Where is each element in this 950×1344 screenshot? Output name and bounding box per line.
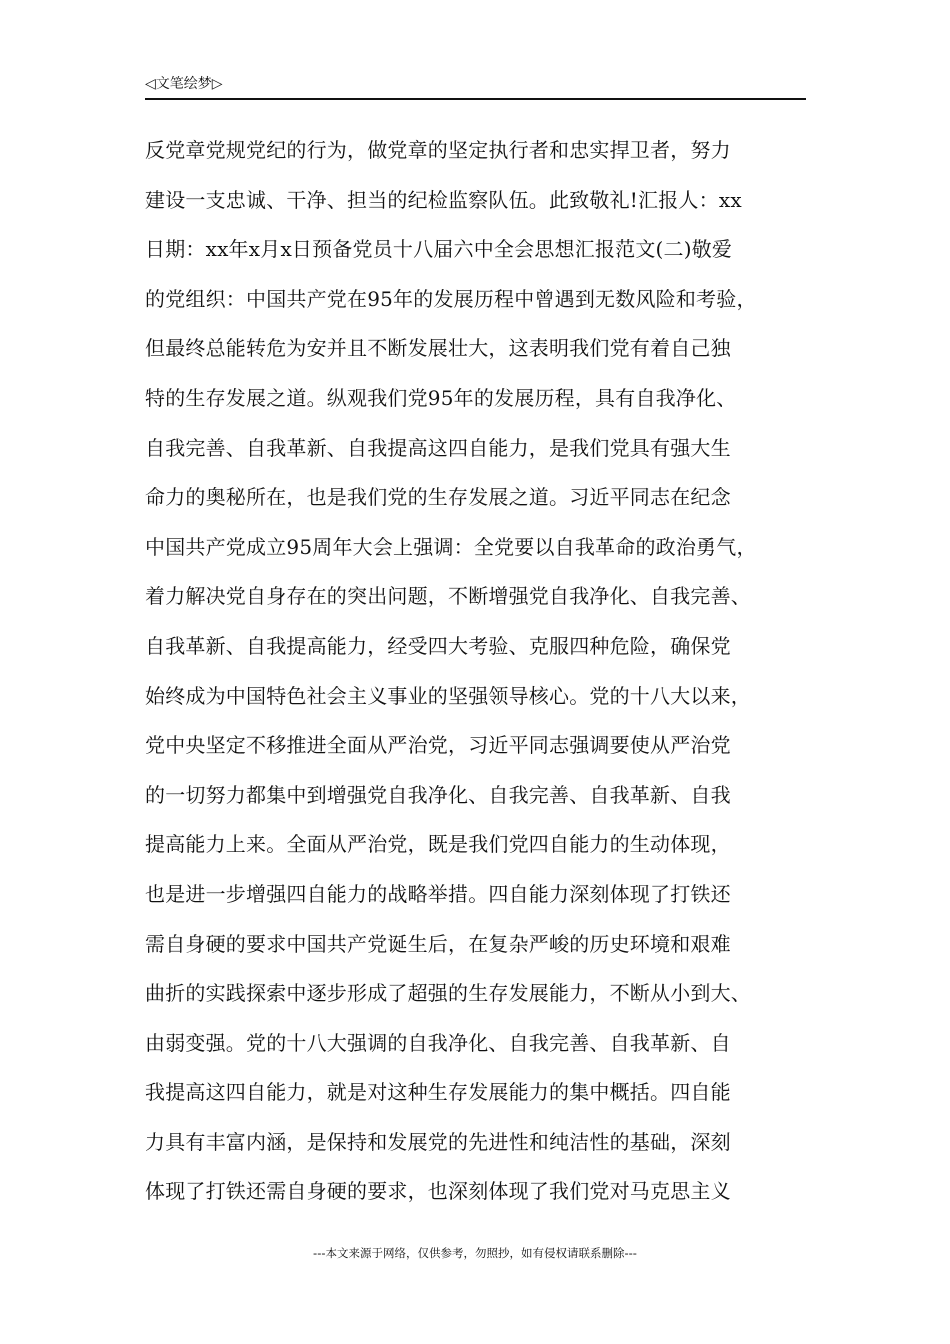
body-line: 着力解决党自身存在的突出问题，不断增强党自我净化、自我完善、 xyxy=(145,584,751,609)
body-line: 但最终总能转危为安并且不断发展壮大，这表明我们党有着自己独 xyxy=(145,336,731,361)
page-footer xyxy=(0,1245,950,1261)
body-line: 日期：xx年x月x日预备党员十八届六中全会思想汇报范文(二)敬爱 xyxy=(145,237,733,262)
body-line: 提高能力上来。全面从严治党，既是我们党四自能力的生动体现， xyxy=(145,832,731,857)
page-header xyxy=(145,72,806,100)
body-line: 曲折的实践探索中逐步形成了超强的生存发展能力，不断从小到大、 xyxy=(145,981,751,1006)
footer-disclaimer: ---本文来源于网络，仅供参考，勿照抄，如有侵权请联系删除--- xyxy=(313,1246,637,1260)
body-line: 自我革新、自我提高能力，经受四大考验、克服四种危险，确保党 xyxy=(145,633,731,658)
body-line: 建设一支忠诚、干净、担当的纪检监察队伍。此致敬礼!汇报人：xx xyxy=(145,187,742,212)
body-line: 也是进一步增强四自能力的战略举措。四自能力深刻体现了打铁还 xyxy=(145,881,731,906)
body-line: 由弱变强。党的十八大强调的自我净化、自我完善、自我革新、自 xyxy=(145,1030,731,1055)
body-line: 命力的奥秘所在，也是我们党的生存发展之道。习近平同志在纪念 xyxy=(145,485,731,510)
body-line: 始终成为中国特色社会主义事业的坚强领导核心。党的十八大以来， xyxy=(145,683,751,708)
body-line: 的一切努力都集中到增强党自我净化、自我完善、自我革新、自我 xyxy=(145,782,731,807)
document-body xyxy=(145,126,815,1217)
body-line: 自我完善、自我革新、自我提高这四自能力，是我们党具有强大生 xyxy=(145,435,731,460)
body-line: 我提高这四自能力，就是对这种生存发展能力的集中概括。四自能 xyxy=(145,1080,731,1105)
body-line: 党中央坚定不移推进全面从严治党，习近平同志强调要使从严治党 xyxy=(145,733,731,758)
body-line: 体现了打铁还需自身硬的要求，也深刻体现了我们党对马克思主义 xyxy=(145,1179,731,1204)
header-title: ◁文笔绘梦▷ xyxy=(145,76,223,92)
body-line: 需自身硬的要求中国共产党诞生后，在复杂严峻的历史环境和艰难 xyxy=(145,931,731,956)
body-line: 特的生存发展之道。纵观我们党95年的发展历程，具有自我净化、 xyxy=(145,385,737,410)
body-line: 中国共产党成立95周年大会上强调：全党要以自我革命的政治勇气， xyxy=(145,534,757,559)
body-line: 力具有丰富内涵，是保持和发展党的先进性和纯洁性的基础，深刻 xyxy=(145,1129,731,1154)
body-line: 反党章党规党纪的行为，做党章的坚定执行者和忠实捍卫者，努力 xyxy=(145,138,731,162)
body-line: 的党组织：中国共产党在95年的发展历程中曾遇到无数风险和考验， xyxy=(145,286,757,311)
